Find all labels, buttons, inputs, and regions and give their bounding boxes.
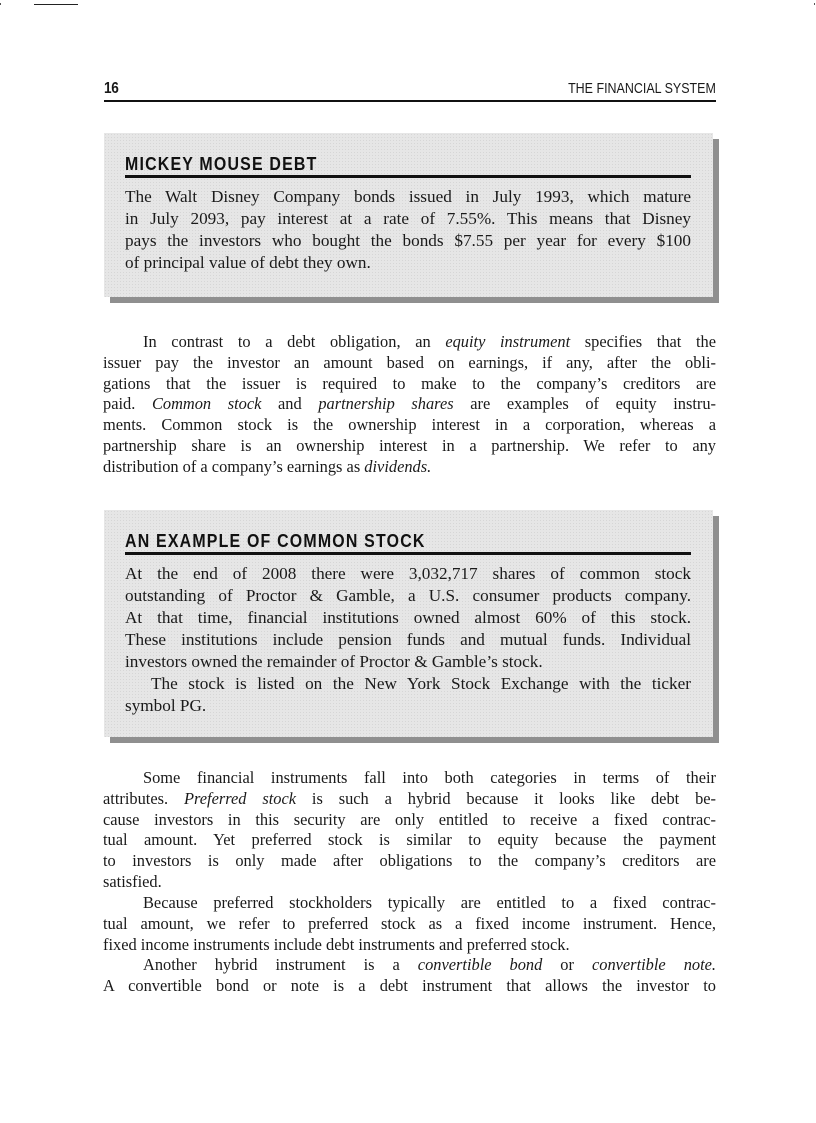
text-line: In contrast to a debt obligation, an equity instrument specifies that the [143, 332, 716, 351]
term-equity-instrument: equity instrument [445, 332, 571, 351]
sidebar-line: outstanding of Proctor & Gamble, a U.S. consumer products company. [125, 586, 691, 605]
text-line: tual amount, we refer to preferred stock as a fixed income instrument. Hence, [103, 913, 716, 933]
text-line: distribution of a company’s earnings as dividends. [103, 456, 432, 476]
text-line: A convertible bond or note is a debt instrument that allows the investor to [103, 975, 716, 995]
term-convertible-bond: convertible bond [417, 955, 543, 974]
running-head [104, 80, 716, 102]
page-number: 16 [104, 80, 119, 97]
text-line: attributes. Preferred stock is such a hybrid because it looks like debt be- [103, 788, 716, 808]
text-line: ments. Common stock is the ownership interest in a corporation, whereas a [103, 415, 716, 435]
sidebar-title-text: AN EXAMPLE OF COMMON STOCK [125, 530, 426, 551]
sidebar-box-mickey-mouse-debt [104, 133, 713, 297]
text-line: satisfied. [103, 871, 162, 891]
sidebar-line: pays the investors who bought the bonds $7.55 per year for every $100 [125, 231, 691, 250]
sidebar-title [125, 530, 691, 555]
sidebar-body [125, 186, 691, 274]
sidebar-line: At the end of 2008 there were 3,032,717 shares of common stock [125, 564, 691, 583]
term-dividends: dividends. [364, 456, 432, 476]
term-common-stock: Common stock [151, 394, 262, 414]
text-line: Another hybrid instrument is a convertible bond or convertible note. [143, 955, 716, 974]
text-line: paid. Common stock and partnership shares are examples of equity instru- [103, 394, 716, 414]
paragraph-equity-instrument [103, 332, 716, 478]
paragraph-convertible-bond [103, 955, 716, 997]
text-line: tual amount. Yet preferred stock is similar to equity because the payment [103, 830, 716, 850]
sidebar-line: At that time, financial institutions owned almost 60% of this stock. [125, 608, 691, 627]
sidebar-line: of principal value of debt they own. [125, 253, 371, 272]
text-line: issuer pay the investor an amount based on earnings, if any, after the obli- [103, 352, 716, 372]
term-partnership-shares: partnership shares [318, 394, 454, 414]
text-line: Some financial instruments fall into both categories in terms of their [143, 768, 716, 787]
sidebar-line: The Walt Disney Company bonds issued in July 1993, which mature [125, 187, 691, 206]
sidebar-line: The stock is listed on the New York Stock Exchange with the ticker [151, 674, 691, 693]
sidebar-body [125, 563, 691, 717]
text-line: fixed income instruments include debt instruments and preferred stock. [103, 934, 570, 954]
sidebar-line: in July 2093, pay interest at a rate of 7.55%. This means that Disney [125, 209, 691, 228]
sidebar-title-text: MICKEY MOUSE DEBT [125, 153, 318, 174]
paragraph-preferred-stock [103, 768, 716, 893]
paragraph-fixed-income [103, 893, 716, 955]
chapter-title: THE FINANCIAL SYSTEM [568, 81, 716, 97]
term-preferred-stock: Preferred stock [183, 788, 297, 808]
sidebar-line: These institutions include pension funds and mutual funds. Individual [125, 630, 691, 649]
crop-mark-dot-left [0, 3, 1, 5]
text-line: cause investors in this security are only entitled to receive a fixed contrac- [103, 809, 716, 829]
sidebar-box-common-stock-example [104, 510, 713, 737]
text-line: gations that the issuer is required to make to the company’s creditors are [103, 373, 716, 393]
text-line: to investors is only made after obligations to the company’s creditors are [103, 851, 716, 871]
crop-mark-dot-right [814, 3, 815, 5]
sidebar-line: symbol PG. [125, 696, 207, 715]
sidebar-title [125, 153, 691, 178]
sidebar-line: investors owned the remainder of Proctor & Gamble’s stock. [125, 652, 543, 671]
crop-mark [34, 4, 78, 5]
term-convertible-note: convertible note. [591, 955, 716, 974]
text-line: Because preferred stockholders typically are entitled to a fixed contrac- [143, 893, 716, 912]
text-line: partnership share is an ownership interest in a partnership. We refer to any [103, 435, 716, 455]
